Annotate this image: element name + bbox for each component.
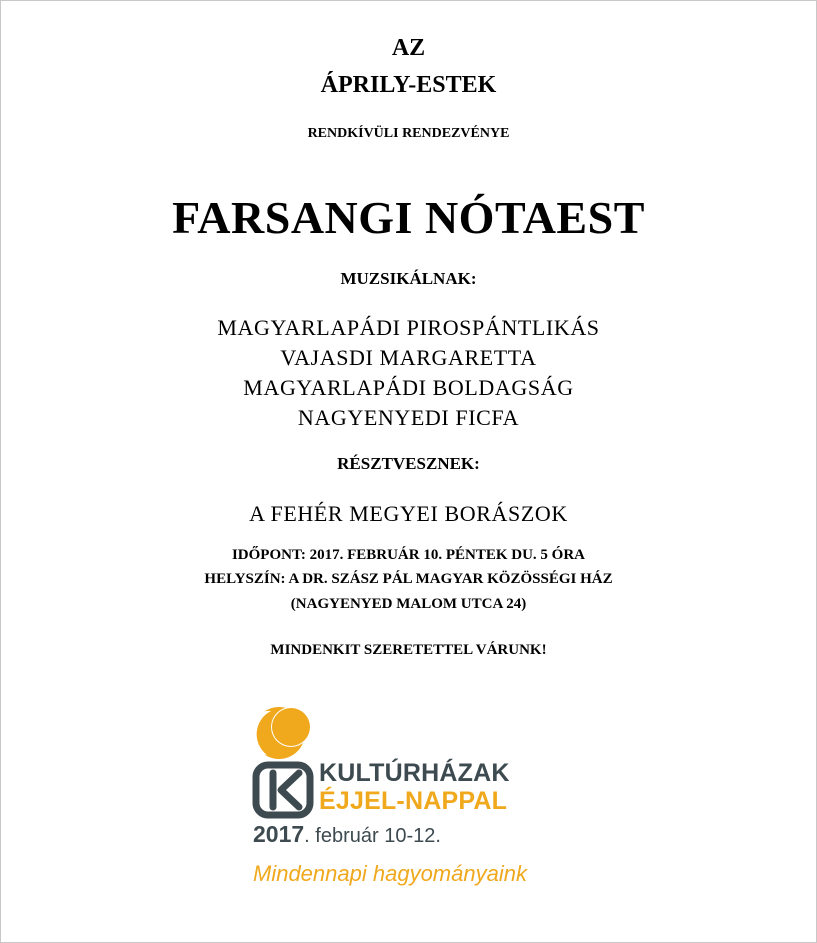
event-time: IDŐPONT: 2017. FEBRUÁR 10. PÉNTEK DU. 5 ÓRA [231, 547, 586, 563]
logo-name-line2: ÉJJEL-NAPPAL [319, 787, 508, 815]
musicians-label: MUZSIKÁLNAK: [340, 269, 477, 288]
event-title: FARSANGI NÓTAEST [172, 192, 645, 243]
welcome-message: MINDENKIT SZERETETTEL VÁRUNK! [270, 642, 547, 658]
logo-slogan: Mindennapi hagyományaink [253, 861, 527, 886]
kulturhazak-logo [249, 701, 589, 901]
participants-value: A FEHÉR MEGYEI BORÁSZOK [249, 501, 568, 526]
event-address: (NAGYENYED MALOM UTCA 24) [290, 596, 527, 612]
logo-date-range: . február 10-12. [304, 825, 441, 847]
logo-dates [253, 821, 441, 848]
logo-year: 2017 [253, 821, 305, 847]
sun-moon-icon [249, 707, 311, 759]
header-event-type: RENDKÍVÜLI RENDEZVÉNYE [307, 126, 510, 141]
header-line-az: AZ [391, 35, 426, 61]
k-letter-icon [256, 765, 310, 815]
musician-item: MAGYARLAPÁDI PIROSPÁNTLIKÁS [217, 315, 600, 340]
event-place: HELYSZÍN: A DR. SZÁSZ PÁL MAGYAR KÖZÖSSÉGI HÁZ [204, 571, 613, 587]
musician-item: VAJASDI MARGARETTA [280, 345, 537, 370]
logo-name-line1: KULTÚRHÁZAK [319, 759, 510, 787]
musician-item: NAGYENYEDI FICFA [297, 405, 520, 430]
musician-item: MAGYARLAPÁDI BOLDAGSÁG [243, 375, 574, 400]
participants-label: RÉSZTVESZNEK: [337, 454, 480, 473]
header-organizer: ÁPRILY-ESTEK [320, 72, 497, 98]
